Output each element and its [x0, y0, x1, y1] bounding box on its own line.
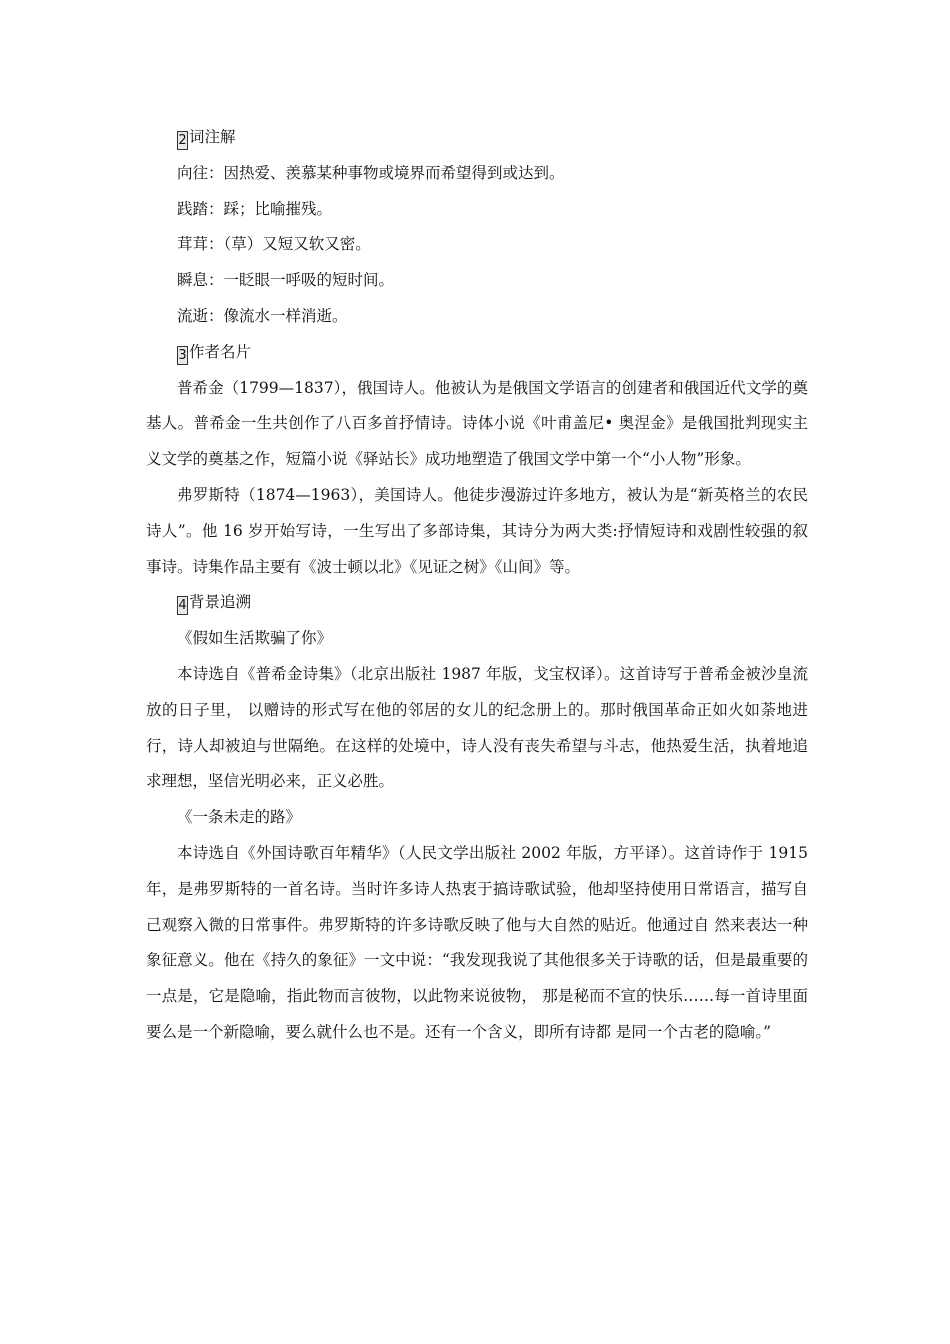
section-title: 词注解	[189, 128, 236, 146]
section-heading-author	[146, 335, 808, 371]
word-note-item: 践踏：踩；比喻摧残。	[177, 199, 333, 218]
poem-title: 《假如生活欺骗了你》	[177, 629, 333, 648]
word-note-item: 茸茸：（草）又短又软又密。	[177, 235, 371, 254]
section-number-box: 3	[178, 347, 187, 363]
author-paragraph-pushkin: 普希金（1799—1837），俄国诗人。他被认为是俄国文学语言的创建者和俄国近代文学的奠基人。普希金一生共创作了八百多首抒情诗。诗体小说《叶甫盖尼• 奥涅金》是俄国批判现实主义文学的奠基之作，短篇小说《驿站长》成功地塑造了俄国文学中第一个“小人物”形象。	[146, 378, 808, 469]
section-heading-word-notes	[146, 120, 808, 156]
word-note-item: 流逝：像流水一样消逝。	[177, 306, 348, 325]
poem-background-paragraph: 本诗选自《外国诗歌百年精华》（人民文学出版社 2002 年版，方平译）。这首诗作于 1915 年，是弗罗斯特的一首名诗。当时许多诗人热衷于搞诗歌试验，他却坚持使用日常语言，描写自己观察入微的日常事件。弗罗斯特的许多诗歌反映了他与大自然的贴近。他通过自 然来表达一种象征意义。他在《持久的象征》一文中说：“我发现我说了其他很多关于诗歌的话，但是最重要的一点是，它是隐喻，指此物而言彼物，以此物来说彼物， 那是秘而不宣的快乐……每一首诗里面要么是一个新隐喻，要么就什么也不是。还有一个含义，即所有诗都 是同一个古老的隐喻。”	[146, 843, 808, 1041]
poem-title: 《一条未走的路》	[177, 808, 302, 827]
document-content	[146, 120, 808, 1051]
section-title: 背景追溯	[189, 593, 252, 612]
section-title: 作者名片	[189, 342, 252, 361]
word-note-item: 向往：因热爱、羡慕某种事物或境界而希望得到或达到。	[177, 163, 565, 182]
poem-background-paragraph: 本诗选自《普希金诗集》（北京出版社 1987 年版，戈宝权译）。这首诗写于普希金被沙皇流放的日子里， 以赠诗的形式写在他的邻居的女儿的纪念册上的。那时俄国革命正如火如荼地进行，诗人却被迫与世隔绝。在这样的处境中，诗人没有丧失希望与斗志，他热爱生活，执着地追求理想，坚信光明必来，正义必胜。	[146, 664, 808, 791]
section-number-box: 4	[178, 598, 187, 614]
section-heading-background	[146, 585, 808, 621]
author-paragraph-frost: 弗罗斯特（1874—1963），美国诗人。他徒步漫游过许多地方，被认为是“新英格兰的农民诗人”。他 16 岁开始写诗，一生写出了多部诗集，其诗分为两大类:抒情短诗和戏剧性较强的叙事诗。诗集作品主要有《波士顿以北》《见证之树》《山间》等。	[146, 485, 808, 576]
section-number-box: 2	[178, 133, 187, 148]
word-note-item: 瞬息：一眨眼一呼吸的短时间。	[177, 271, 395, 290]
